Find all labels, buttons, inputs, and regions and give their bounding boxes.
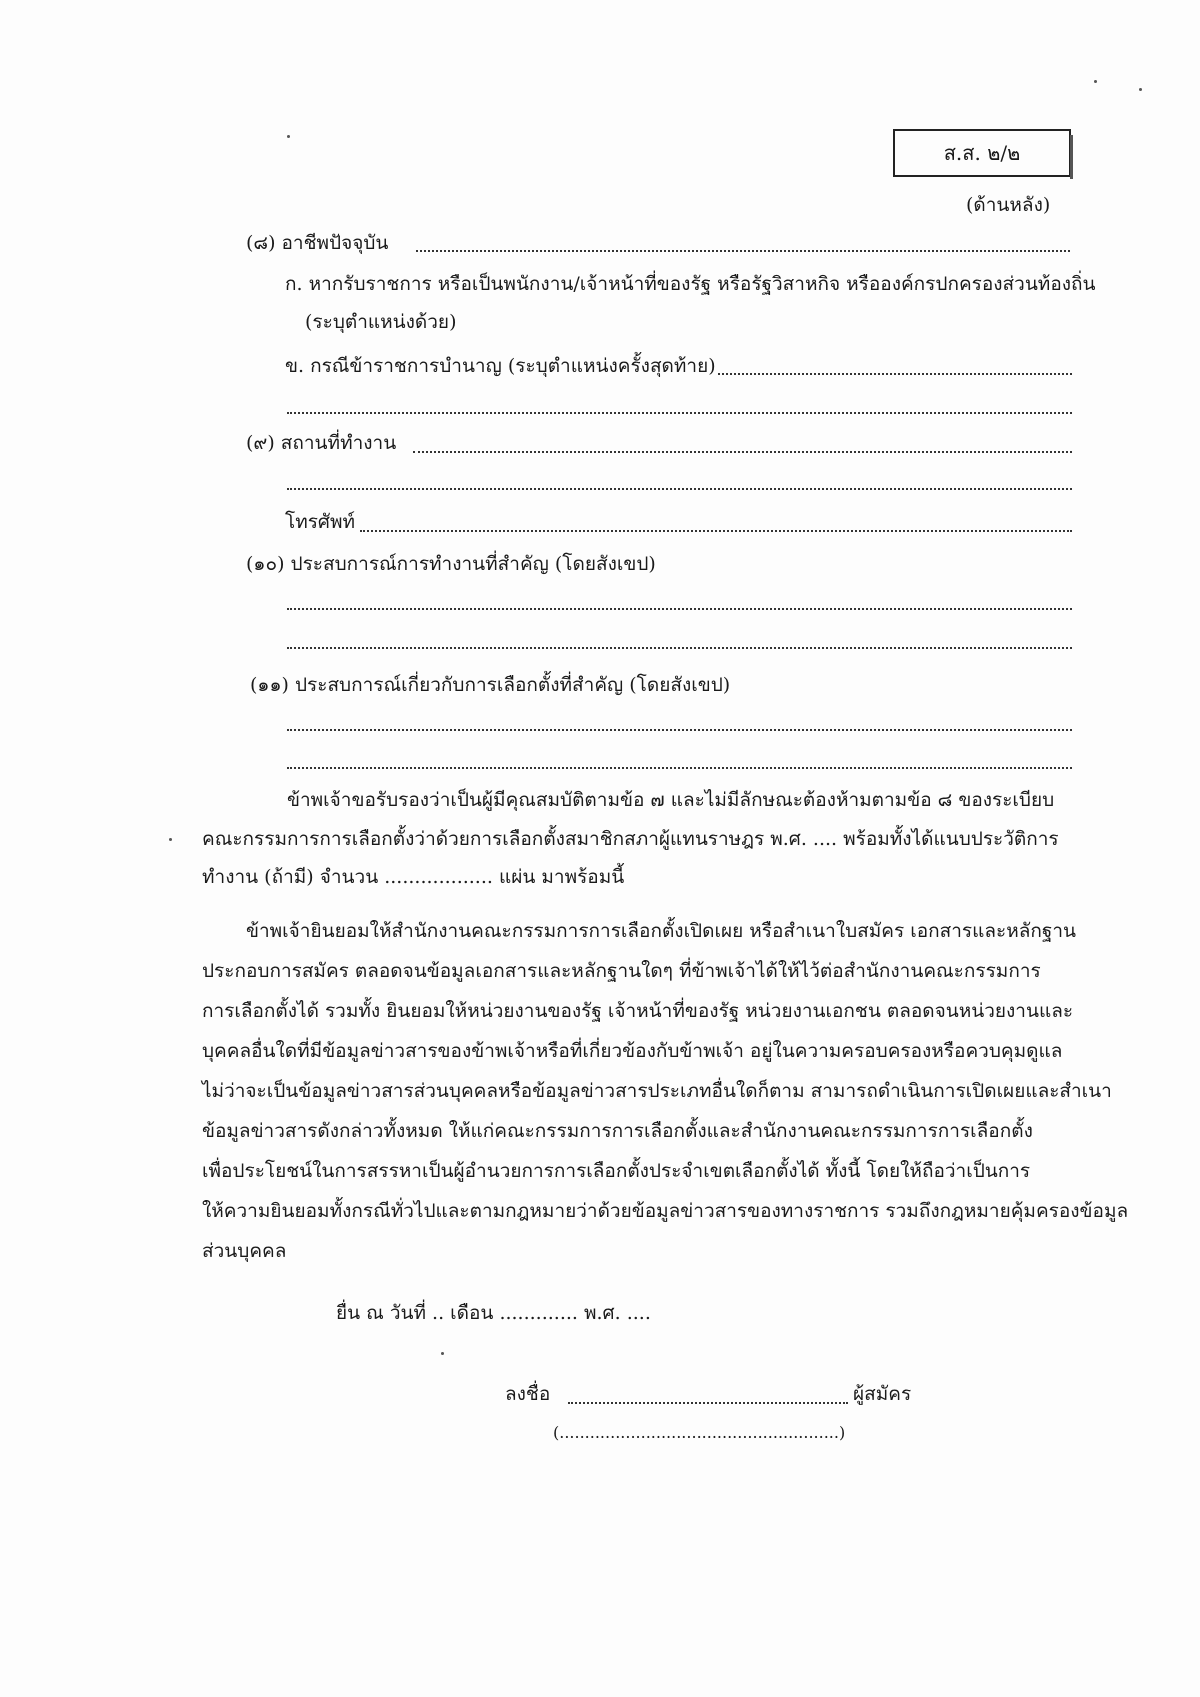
election-experience-label: (๑๑) ประสบการณ์เกี่ยวกับการเลือกตั้งที่สำคัญ (โดยสังเขป) — [250, 674, 731, 696]
workplace-fill-line[interactable] — [413, 449, 1072, 453]
consent-line-6: ข้อมูลข่าวสารดังกล่าวทั้งหมด ให้แก่คณะกรรมการการเลือกตั้งและสำนักงานคณะกรรมการการเลือกตั้ง — [202, 1120, 1033, 1142]
workplace-fill-line-2[interactable] — [287, 486, 1072, 490]
consent-line-4: บุคคลอื่นใดที่มีข้อมูลข่าวสารของข้าพเจ้าหรือที่เกี่ยวข้องกับข้าพเจ้า อยู่ในความครอบครองหรือควบคุมดูแล — [202, 1040, 1063, 1062]
occupation-government-position-note: (ระบุตำแหน่งด้วย) — [305, 311, 457, 333]
certification-line-1: ข้าพเจ้าขอรับรองว่าเป็นผู้มีคุณสมบัติตามข้อ ๗ และไม่มีลักษณะต้องห้ามตามข้อ ๘ ของระเบียบ — [287, 789, 1055, 811]
scan-speck — [169, 838, 172, 841]
applicant-name-line[interactable]: (.......................................................) — [553, 1423, 846, 1442]
pensioner-position-fill-line-2[interactable] — [287, 410, 1072, 414]
occupation-pensioner-note: ข. กรณีข้าราชการบำนาญ (ระบุตำแหน่งครั้งสุดท้าย) — [285, 355, 716, 377]
consent-line-1: ข้าพเจ้ายินยอมให้สำนักงานคณะกรรมการการเลือกตั้งเปิดเผย หรือสำเนาใบสมัคร เอกสารและหลักฐาน — [246, 920, 1077, 942]
certification-line-2: คณะกรรมการการเลือกตั้งว่าด้วยการเลือกตั้งสมาชิกสภาผู้แทนราษฎร พ.ศ. .... พร้อมทั้งได้แนบประวัติการ — [202, 828, 1059, 850]
phone-label: โทรศัพท์ — [285, 511, 356, 533]
submission-date-line[interactable]: ยื่น ณ วันที่ .. เดือน ............. พ.ศ. .... — [336, 1302, 651, 1324]
scan-speck — [1094, 80, 1097, 83]
work-experience-label: (๑๐) ประสบการณ์การทำงานที่สำคัญ (โดยสังเขป) — [246, 553, 656, 575]
consent-line-9: ส่วนบุคคล — [202, 1240, 287, 1262]
work-experience-fill-line[interactable] — [287, 606, 1072, 610]
election-experience-fill-line-2[interactable] — [287, 765, 1072, 769]
occupation-fill-line[interactable] — [416, 248, 1070, 252]
consent-line-2: ประกอบการสมัคร ตลอดจนข้อมูลเอกสารและหลักฐานใดๆ ที่ข้าพเจ้าได้ให้ไว้ต่อสำนักงานคณะกรรมการ — [202, 960, 1041, 982]
scan-speck — [441, 1352, 444, 1355]
consent-line-3: การเลือกตั้งได้ รวมทั้ง ยินยอมให้หน่วยงานของรัฐ เจ้าหน้าที่ของรัฐ หน่วยงานเอกชน ตลอดจนหน่วยงานและ — [202, 1000, 1074, 1022]
scan-speck — [287, 135, 290, 138]
consent-line-8: ให้ความยินยอมทั้งกรณีทั่วไปและตามกฎหมายว่าด้วยข้อมูลข่าวสารของทางราชการ รวมถึงกฎหมายคุ้มครองข้อมูล — [202, 1200, 1129, 1222]
election-experience-fill-line[interactable] — [287, 727, 1072, 731]
signature-label: ลงชื่อ — [505, 1383, 551, 1405]
back-side-label: (ด้านหลัง) — [966, 194, 1051, 216]
certification-line-3: ทำงาน (ถ้ามี) จำนวน .................. แผ่น มาพร้อมนี้ — [202, 866, 625, 888]
form-code: ส.ส. ๒/๒ — [943, 141, 1021, 165]
pensioner-position-fill-line[interactable] — [718, 371, 1072, 375]
work-experience-fill-line-2[interactable] — [287, 645, 1072, 649]
applicant-role-label: ผู้สมัคร — [853, 1383, 912, 1405]
occupation-government-note: ก. หากรับราชการ หรือเป็นพนักงาน/เจ้าหน้าที่ของรัฐ หรือรัฐวิสาหกิจ หรือองค์กรปกครองส่วนท้องถิ่น — [285, 273, 1096, 295]
signature-fill-line[interactable] — [568, 1400, 848, 1404]
scan-speck — [1139, 88, 1142, 91]
consent-line-7: เพื่อประโยชน์ในการสรรหาเป็นผู้อำนวยการการเลือกตั้งประจำเขตเลือกตั้งได้ ทั้งนี้ โดยให้ถือว่าเป็นการ — [202, 1160, 1031, 1182]
workplace-label: (๙) สถานที่ทำงาน — [246, 432, 397, 454]
consent-line-5: ไม่ว่าจะเป็นข้อมูลข่าวสารส่วนบุคคลหรือข้อมูลข่าวสารประเภทอื่นใดก็ตาม สามารถดำเนินการเปิดเผยและสำเนา — [202, 1080, 1112, 1102]
phone-fill-line[interactable] — [360, 528, 1072, 532]
form-code-box — [893, 129, 1071, 177]
occupation-label: (๘) อาชีพปัจจุบัน — [246, 232, 389, 254]
